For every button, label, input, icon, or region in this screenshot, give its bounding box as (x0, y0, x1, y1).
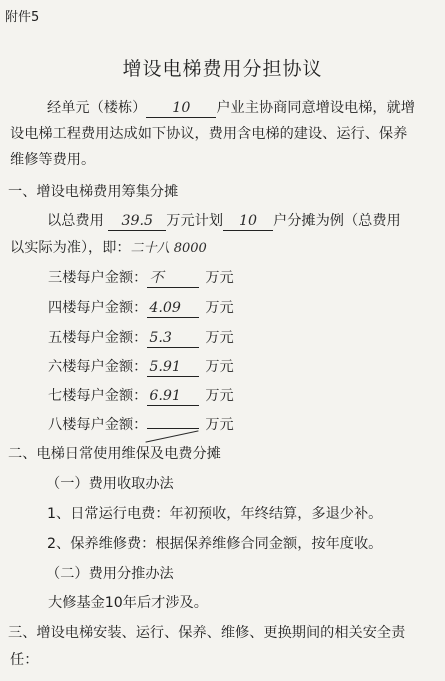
annex-label: 附件5 (5, 10, 40, 25)
section-1-line-2 (10, 239, 207, 258)
floor-6-amount: 5.91 (147, 358, 199, 377)
floor-3-amount: 不 (147, 269, 199, 288)
intro-suffix: 户业主协商同意增设电梯，就增 (216, 100, 415, 116)
floor-4-amount: 4.09 (147, 299, 199, 318)
page-title: 增设电梯费用分担协议 (122, 58, 323, 80)
floor-5-row: 五楼每户金额： 5.3 万元 (48, 330, 234, 346)
floor-5-amount: 5.3 (147, 329, 199, 348)
section-2-item-3: 大修基金10年后才涉及。 (48, 595, 208, 611)
section-3-heading-line-1: 三、增设电梯安装、运行、保养、维修、更换期间的相关安全责 (8, 625, 406, 641)
floor-7-row: 七楼每户金额： 6.91 万元 (48, 388, 234, 404)
floor-6-row: 六楼每户金额： 5.91 万元 (48, 359, 234, 375)
floor-4-row: 四楼每户金额： 4.09 万元 (48, 300, 234, 316)
floor-8-row: 八楼每户金额： 万元 (48, 416, 234, 434)
section-1-line-1 (47, 212, 401, 231)
floor-3-row: 三楼每户金额： 不 万元 (48, 270, 234, 286)
households-blank: 10 (223, 212, 273, 231)
plan-label: 万元计划 (166, 213, 224, 229)
section-2-sub-2: （二）费用分推办法 (46, 566, 174, 582)
handwritten-note: 二十八 8000 (130, 241, 207, 256)
intro-line-3: 维修等费用。 (10, 152, 96, 168)
total-label: 以总费用 (47, 213, 104, 229)
split-label: 户分摊为例（总费用 (273, 213, 401, 229)
strike-mark (146, 430, 199, 442)
section-2-item-1: 1、日常运行电费：年初预收，年终结算，多退少补。 (47, 506, 383, 522)
intro-line-2: 设电梯工程费用达成如下协议，费用含电梯的建设、运行、保养 (10, 126, 408, 142)
actual-note: 以实际为准），即： (10, 240, 131, 256)
section-2-heading: 二、电梯日常使用维保及电费分摊 (8, 446, 221, 462)
units-blank: 10 (146, 99, 216, 118)
section-2-item-2: 2、保养维修费：根据保养维修合同金额，按年度收。 (47, 536, 383, 552)
section-2-sub-1: （一）费用收取办法 (46, 476, 174, 492)
section-3-heading-line-2: 任： (10, 652, 39, 668)
floor-8-amount (147, 428, 199, 429)
total-amount: 39.5 (108, 212, 166, 231)
intro-line-1 (47, 99, 415, 118)
intro-prefix: 经单元（楼栋） (47, 100, 147, 116)
floor-7-amount: 6.91 (147, 387, 199, 406)
section-1-heading: 一、增设电梯费用筹集分摊 (8, 184, 179, 200)
